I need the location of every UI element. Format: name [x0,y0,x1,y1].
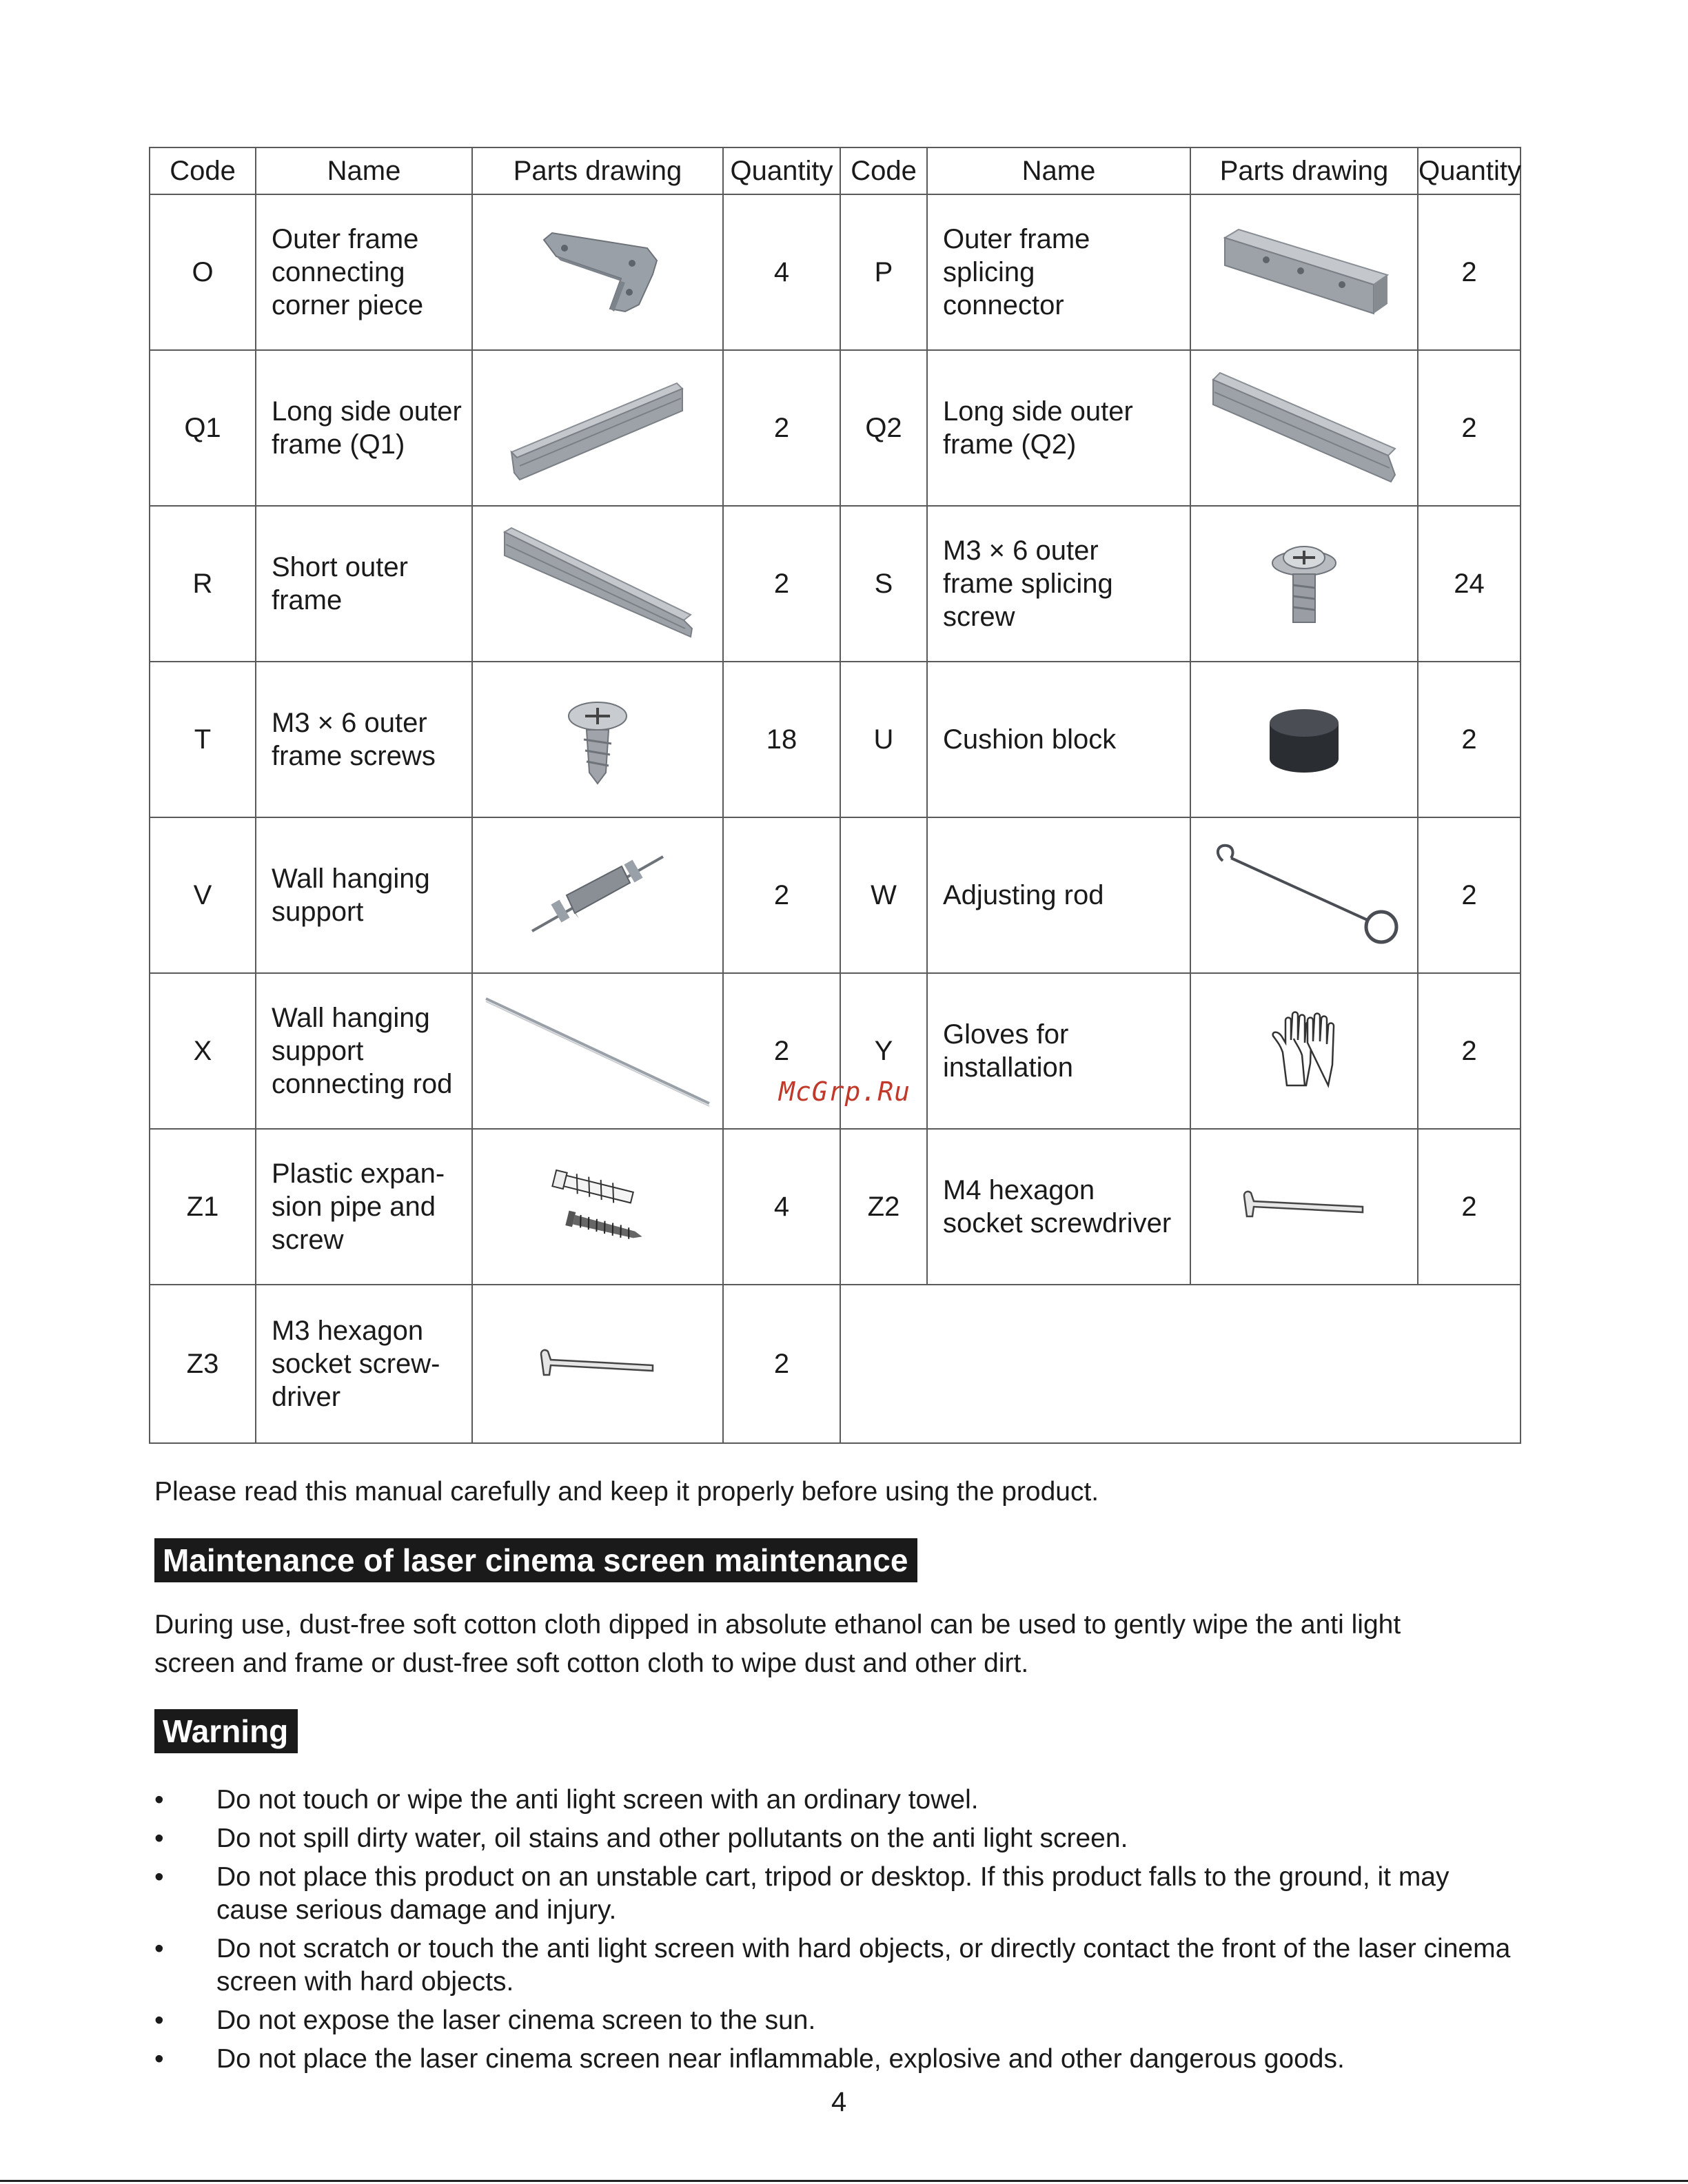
part-name: Wall hanging support [256,817,472,973]
bullet: • [154,1862,164,1892]
table-header-row [150,147,1521,194]
list-item: • Do not expose the laser cinema screen to the sun. [154,2004,1519,2037]
part-drawing [472,506,723,662]
corner-piece-icon [529,221,667,324]
part-drawing [1190,350,1418,506]
part-quantity: 2 [1418,194,1521,350]
part-drawing [1190,1129,1418,1285]
part-name: Adjusting rod [927,817,1190,973]
list-item: • Do not spill dirty water, oil stains and other pollutants on the anti light screen. [154,1822,1519,1855]
part-drawing [1190,817,1418,973]
table-row [150,194,1521,350]
part-quantity: 2 [723,973,840,1129]
splicing-screw-icon [1263,535,1345,632]
part-code: Q1 [150,350,256,506]
table-row [150,506,1521,662]
maintenance-line: screen and frame or dust-free soft cotton cloth to wipe dust and other dirt. [154,1649,1029,1678]
part-name: Long side outer frame (Q2) [927,350,1190,506]
warning-list [154,1784,1519,2081]
long-frame-q2-icon [1208,366,1401,490]
part-code: T [150,662,256,817]
connecting-rod-icon [480,989,715,1113]
part-drawing [1190,194,1418,350]
part-code: Z3 [150,1285,256,1443]
expansion-pipe-icon [546,1169,649,1245]
part-quantity: 4 [723,194,840,350]
part-name: M3 hexagon socket screw- driver [256,1285,472,1443]
part-code: R [150,506,256,662]
bullet: • [154,2006,164,2035]
part-name: Plastic expan- sion pipe and screw [256,1129,472,1285]
part-quantity: 24 [1418,506,1521,662]
header-parts-drawing: Parts drawing [472,147,723,194]
header-quantity: Quantity [723,147,840,194]
part-code: Y [840,973,927,1129]
table-row [150,817,1521,973]
warning-heading: Warning [154,1709,298,1753]
part-name: Short outer frame [256,506,472,662]
part-quantity: 2 [723,817,840,973]
table-row [150,1129,1521,1285]
part-name: Wall hanging support connecting rod [256,973,472,1129]
part-quantity: 2 [723,506,840,662]
part-drawing [1190,973,1418,1129]
part-code: S [840,506,927,662]
part-quantity: 2 [1418,662,1521,817]
wall-support-icon [525,847,670,943]
part-quantity: 2 [1418,1129,1521,1285]
part-code: Z1 [150,1129,256,1285]
bullet: • [154,1824,164,1853]
watermark: McGrp.Ru [779,1076,911,1107]
adjusting-rod-icon [1208,840,1401,950]
part-name: Outer frame connecting corner piece [256,194,472,350]
table-row [150,1285,1521,1443]
table-row [150,350,1521,506]
part-quantity: 2 [723,1285,840,1443]
bullet: • [154,1934,164,1963]
part-name: Outer frame splicing connector [927,194,1190,350]
part-drawing [472,817,723,973]
header-name-2: Name [927,147,1190,194]
part-drawing [472,194,723,350]
part-code: U [840,662,927,817]
part-name: Long side outer frame (Q1) [256,350,472,506]
maintenance-text [154,1606,1526,1683]
part-quantity: 18 [723,662,840,817]
part-name: Gloves for installation [927,973,1190,1129]
page-number: 4 [831,2087,847,2117]
part-code: O [150,194,256,350]
part-code: Z2 [840,1129,927,1285]
header-parts-drawing-2: Parts drawing [1190,147,1418,194]
hex-key-m3-icon [536,1343,660,1385]
short-frame-icon [498,525,698,642]
part-quantity: 2 [1418,350,1521,506]
hex-key-m4-icon [1239,1186,1370,1227]
part-name: M3 × 6 outer frame splicing screw [927,506,1190,662]
part-name: M4 hexagon socket screwdriver [927,1129,1190,1285]
frame-screw-icon [556,691,639,788]
bullet: • [154,1785,164,1815]
table-row [150,662,1521,817]
list-item: • Do not place the laser cinema screen near inflammable, explosive and other dangerous goods. [154,2043,1519,2076]
cushion-block-icon [1263,698,1345,781]
gloves-icon [1266,1010,1342,1092]
list-item: • Do not scratch or touch the anti light screen with hard objects, or directly contact the front of the laser cinema screen with hard objects. [154,1934,1511,1997]
parts-table [149,147,1521,1444]
part-drawing [472,973,723,1129]
part-quantity: 2 [723,350,840,506]
part-drawing [472,1285,723,1443]
part-code: X [150,973,256,1129]
part-drawing [472,662,723,817]
header-code: Code [150,147,256,194]
intro-text: Please read this manual carefully and keep it properly before using the product. [154,1477,1099,1507]
bullet: • [154,2044,164,2074]
empty-cell [840,1285,1521,1443]
header-quantity-2: Quantity [1418,147,1521,194]
long-frame-q1-icon [505,369,691,487]
part-quantity: 2 [1418,817,1521,973]
list-item: • Do not touch or wipe the anti light screen with an ordinary towel. [154,1784,1519,1817]
part-drawing [472,1129,723,1285]
part-code: W [840,817,927,973]
part-quantity: 4 [723,1129,840,1285]
header-code-2: Code [840,147,927,194]
part-quantity: 2 [1418,973,1521,1129]
part-code: P [840,194,927,350]
header-name: Name [256,147,472,194]
list-item: • Do not place this product on an unstable cart, tripod or desktop. If this product falls to the ground, it may cause serious damage and injury. [154,1862,1450,1925]
part-drawing [1190,662,1418,817]
maintenance-line: During use, dust-free soft cotton cloth dipped in absolute ethanol can be used to gently wipe the anti light [154,1610,1401,1640]
part-code: V [150,817,256,973]
maintenance-heading: Maintenance of laser cinema screen maintenance [154,1538,917,1582]
page-bottom-line [0,2180,1688,2182]
splicing-connector-icon [1218,224,1390,320]
part-code: Q2 [840,350,927,506]
part-drawing [472,350,723,506]
part-name: M3 × 6 outer frame screws [256,662,472,817]
part-name: Cushion block [927,662,1190,817]
part-drawing [1190,506,1418,662]
